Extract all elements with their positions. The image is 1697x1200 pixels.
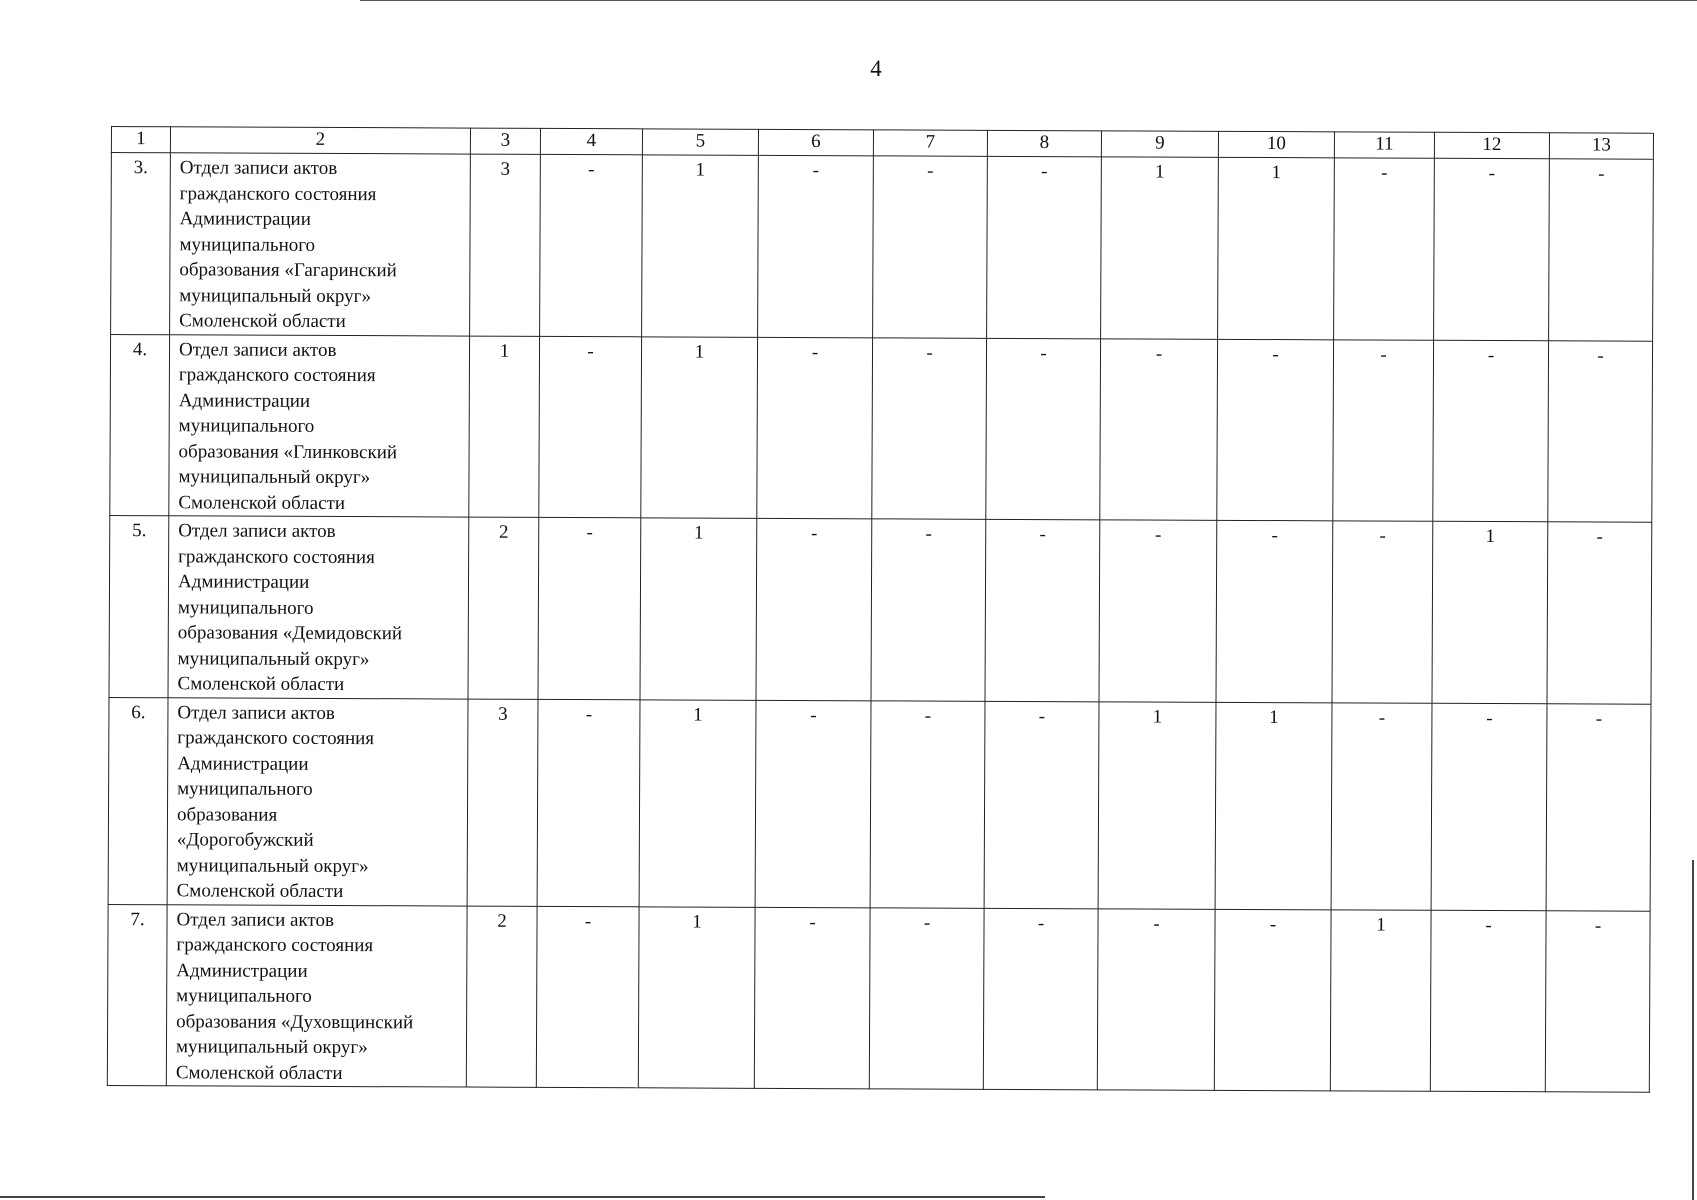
- table-row: [111, 153, 1654, 341]
- name-line: муниципальный округ»: [177, 647, 370, 670]
- value-cell: 3: [467, 699, 538, 906]
- value-cell: -: [984, 701, 1099, 908]
- value-cell: -: [756, 518, 872, 700]
- name-line: образования «Глинковский: [178, 440, 398, 463]
- value-cell: -: [755, 700, 871, 907]
- scan-edge-top: [360, 0, 1697, 1]
- value-cell: -: [986, 338, 1101, 520]
- name-line: муниципальный округ»: [176, 854, 369, 877]
- header-cell: 1: [111, 127, 170, 153]
- name-line: образования «Гагаринский: [179, 259, 397, 282]
- name-line: муниципального: [178, 415, 315, 437]
- row-number: 6.: [108, 697, 168, 904]
- table-row: [108, 697, 1651, 911]
- value-cell: -: [538, 517, 641, 699]
- value-cell: -: [987, 156, 1102, 338]
- value-cell: 2: [466, 906, 537, 1088]
- name-line: Администрации: [177, 752, 309, 775]
- value-cell: 3: [470, 154, 541, 336]
- scan-edge-right: [1692, 860, 1694, 1200]
- name-line: гражданского состояния: [178, 545, 375, 568]
- value-cell: 1: [1215, 702, 1332, 910]
- name-line: Смоленской области: [179, 310, 346, 333]
- value-cell: 1: [1432, 521, 1548, 703]
- name-line: муниципального: [176, 985, 312, 1007]
- header-cell: 5: [642, 129, 758, 156]
- table-row: [110, 334, 1653, 522]
- value-cell: -: [758, 155, 874, 337]
- name-line: Смоленской области: [175, 1061, 343, 1084]
- value-cell: -: [537, 699, 640, 906]
- value-cell: 1: [640, 518, 757, 700]
- value-cell: -: [1547, 522, 1652, 704]
- name-line: гражданского состояния: [177, 727, 375, 750]
- name-line: Отдел записи актов: [178, 520, 336, 542]
- value-cell: 2: [468, 517, 539, 699]
- value-cell: -: [1431, 703, 1547, 910]
- value-cell: -: [1546, 703, 1651, 910]
- name-line: Смоленской области: [177, 673, 345, 696]
- value-cell: -: [539, 336, 642, 518]
- value-cell: -: [872, 337, 987, 519]
- value-cell: -: [1099, 520, 1217, 702]
- value-cell: -: [1434, 158, 1550, 340]
- value-cell: -: [869, 907, 984, 1089]
- value-cell: 1: [1101, 157, 1219, 339]
- value-cell: -: [1331, 702, 1432, 909]
- department-name: [169, 334, 470, 517]
- data-table: [107, 126, 1654, 1093]
- value-cell: -: [1333, 339, 1434, 521]
- value-cell: -: [1100, 338, 1218, 520]
- value-cell: -: [1545, 910, 1650, 1092]
- page-number: 4: [870, 56, 882, 81]
- row-number: 5.: [109, 515, 169, 697]
- header-cell: 7: [873, 130, 987, 156]
- value-cell: -: [983, 908, 1098, 1090]
- value-cell: 1: [1098, 701, 1216, 909]
- name-line: гражданского состояния: [176, 934, 374, 957]
- name-line: муниципального: [179, 233, 316, 256]
- name-line: Отдел записи актов: [176, 908, 335, 931]
- department-name: [170, 153, 471, 336]
- header-cell: 10: [1218, 131, 1334, 158]
- name-line: гражданского состояния: [179, 182, 377, 205]
- name-line: Смоленской области: [176, 880, 344, 903]
- value-cell: 1: [469, 336, 540, 518]
- row-number: 7.: [107, 904, 167, 1086]
- header-cell: 9: [1101, 131, 1218, 158]
- name-line: муниципального: [177, 596, 314, 619]
- department-name: [167, 697, 468, 905]
- department-name: [168, 516, 469, 699]
- value-cell: 1: [642, 155, 759, 337]
- value-cell: -: [1430, 910, 1546, 1092]
- name-line: «Дорогобужский: [176, 829, 314, 851]
- row-number: 3.: [111, 153, 171, 335]
- name-line: образования «Духовщинский: [176, 1010, 414, 1033]
- value-cell: -: [1334, 158, 1435, 340]
- header-cell: 6: [758, 129, 873, 156]
- value-cell: -: [757, 337, 873, 519]
- value-cell: -: [754, 907, 870, 1089]
- header-cell: 13: [1549, 133, 1653, 159]
- value-cell: -: [870, 700, 985, 907]
- header-cell: 4: [540, 128, 642, 154]
- header-cell: 3: [470, 128, 540, 154]
- name-line: образования «Демидовский: [177, 622, 403, 645]
- name-line: муниципальный округ»: [179, 284, 372, 307]
- scan-edge-bottom: [0, 1196, 1045, 1198]
- table-row: [107, 904, 1650, 1092]
- name-line: гражданского состояния: [178, 364, 376, 387]
- value-cell: -: [1433, 340, 1549, 522]
- name-line: Администрации: [176, 959, 308, 982]
- value-cell: 1: [639, 699, 756, 907]
- header-cell: 12: [1434, 132, 1549, 159]
- value-cell: -: [1216, 520, 1333, 702]
- name-line: Отдел записи актов: [179, 157, 338, 179]
- department-name: [166, 904, 467, 1087]
- value-cell: -: [1217, 339, 1334, 521]
- row-number: 4.: [110, 334, 170, 516]
- name-line: Отдел записи актов: [178, 338, 337, 361]
- header-cell: 11: [1334, 132, 1434, 158]
- name-line: Администрации: [177, 571, 310, 593]
- value-cell: -: [1332, 521, 1433, 703]
- name-line: муниципальный округ»: [178, 466, 371, 489]
- name-line: муниципальный округ»: [175, 1036, 368, 1059]
- value-cell: 1: [1218, 157, 1335, 339]
- name-line: Администрации: [179, 208, 311, 230]
- name-line: муниципального: [177, 778, 313, 800]
- name-line: Администрации: [178, 389, 311, 412]
- value-cell: -: [540, 154, 643, 336]
- value-cell: -: [871, 519, 986, 701]
- header-cell: 2: [170, 127, 470, 154]
- value-cell: -: [1548, 340, 1653, 522]
- value-cell: 1: [1330, 909, 1431, 1091]
- value-cell: -: [1549, 159, 1654, 341]
- value-cell: -: [985, 519, 1100, 701]
- value-cell: -: [536, 906, 639, 1088]
- table-row: [109, 515, 1652, 703]
- header-cell: 8: [987, 130, 1101, 156]
- name-line: Отдел записи актов: [177, 701, 335, 724]
- value-cell: -: [1214, 909, 1331, 1091]
- value-cell: 1: [638, 906, 755, 1088]
- value-cell: -: [1097, 908, 1215, 1090]
- value-cell: -: [873, 156, 988, 338]
- value-cell: 1: [641, 336, 758, 518]
- name-line: образования: [176, 803, 278, 826]
- name-line: Смоленской области: [178, 491, 346, 514]
